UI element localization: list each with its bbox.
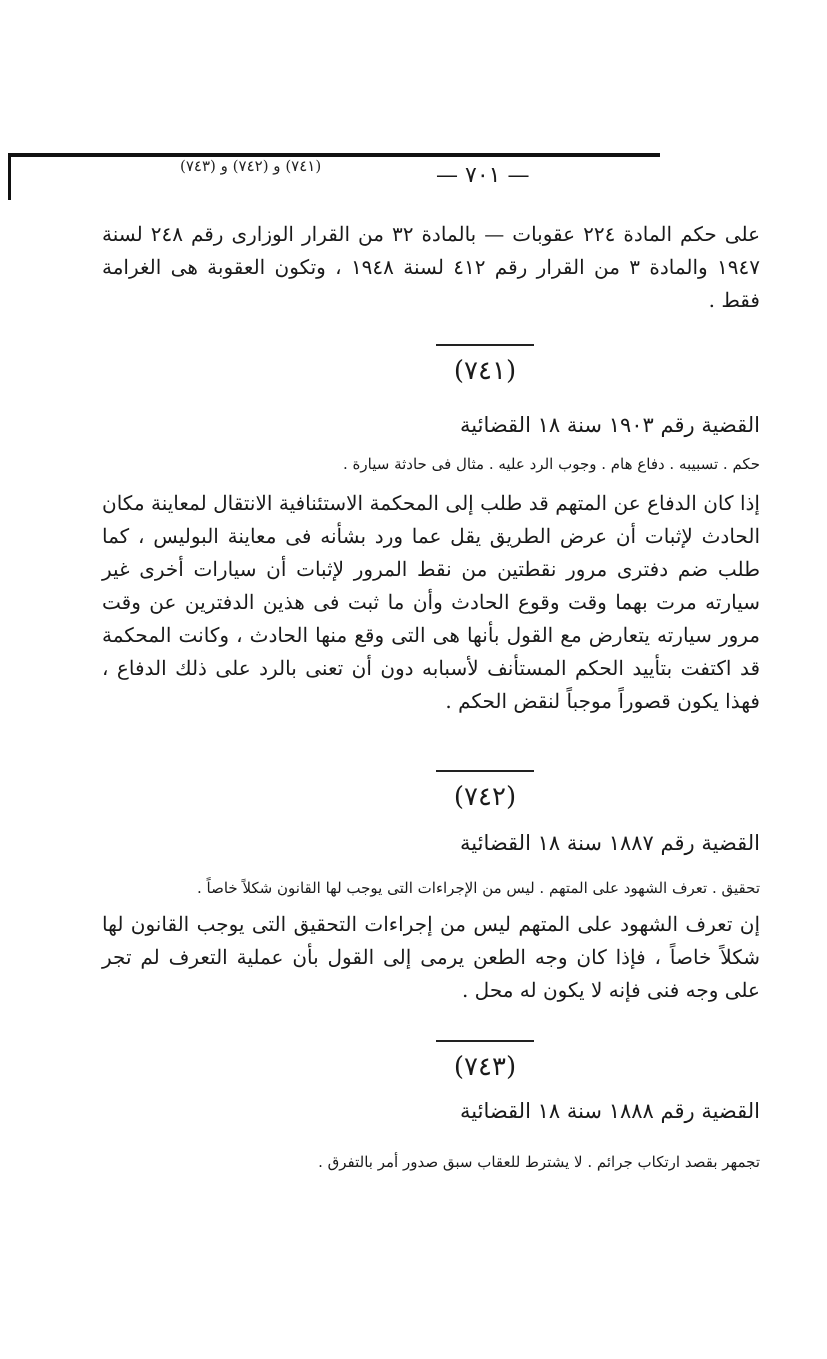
entry-body: إن تعرف الشهود على المتهم ليس من إجراءات التحقيق التى يوجب القانون لها شكلاً خاصاً ، فإذا كان وجه الطعن يرمى إلى القول بأن عملية التعرف لم تجر على وجه فنى فإنه لا يكون له محل . [102,912,760,1002]
case-reference: القضية رقم ١٨٨٧ سنة ١٨ القضائية [460,831,760,855]
separator-rule [436,344,534,346]
separator-rule [436,770,534,772]
page-number: — ٧٠١ — [436,163,530,188]
entry-number: (٧٤٣) [453,1052,517,1082]
entry-number: (٧٤١) [453,356,517,386]
entry-summary: تحقيق . تعرف الشهود على المتهم . ليس من الإجراءات التى يوجب لها القانون شكلاً خاصاً . [196,879,760,897]
header-rule [8,153,660,157]
case-reference: القضية رقم ١٨٨٨ سنة ١٨ القضائية [460,1099,760,1123]
header-corner-mark [8,155,11,200]
section-reference: (٧٤١) و (٧٤٢) و (٧٤٣) [180,157,322,175]
entry-number: (٧٤٢) [453,782,517,812]
entry-body: إذا كان الدفاع عن المتهم قد طلب إلى المحكمة الاستئنافية الانتقال لمعاينة مكان الحادث لإثبات أن عرض الطريق يقل عما ورد بشأنه فى معاينة البوليس ، كما طلب ضم دفترى مرور نقطتين من نقط المرور لإثبات أن سيارات أخرى غير سيارته مرت بهما وقت وقوع الحادث وأن ما ثبت فى هذين الدفترين عن وقت مرور سيارته يتعارض مع القول بأنها هى التى وقع منها الحادث ، وكانت المحكمة قد اكتفت بتأييد الحكم المستأنف لأسبابه دون أن تعنى بالرد على ذلك الدفاع ، فهذا يكون قصوراً موجباً لنقض الحكم . [102,491,760,713]
case-reference: القضية رقم ١٩٠٣ سنة ١٨ القضائية [460,413,760,437]
separator-rule [436,1040,534,1042]
intro-paragraph: على حكم المادة ٢٢٤ عقوبات — بالمادة ٣٢ من القرار الوزارى رقم ٢٤٨ لسنة ١٩٤٧ والمادة ٣ من القرار رقم ٤١٢ لسنة ١٩٤٨ ، وتكون العقوبة هى الغرامة فقط . [102,222,760,312]
entry-summary: تجمهر بقصد ارتكاب جرائم . لا يشترط للعقاب سبق صدور أمر بالتفرق . [318,1153,760,1171]
entry-summary: حكم . تسبيبه . دفاع هام . وجوب الرد عليه . مثال فى حادثة سيارة . [343,455,760,473]
